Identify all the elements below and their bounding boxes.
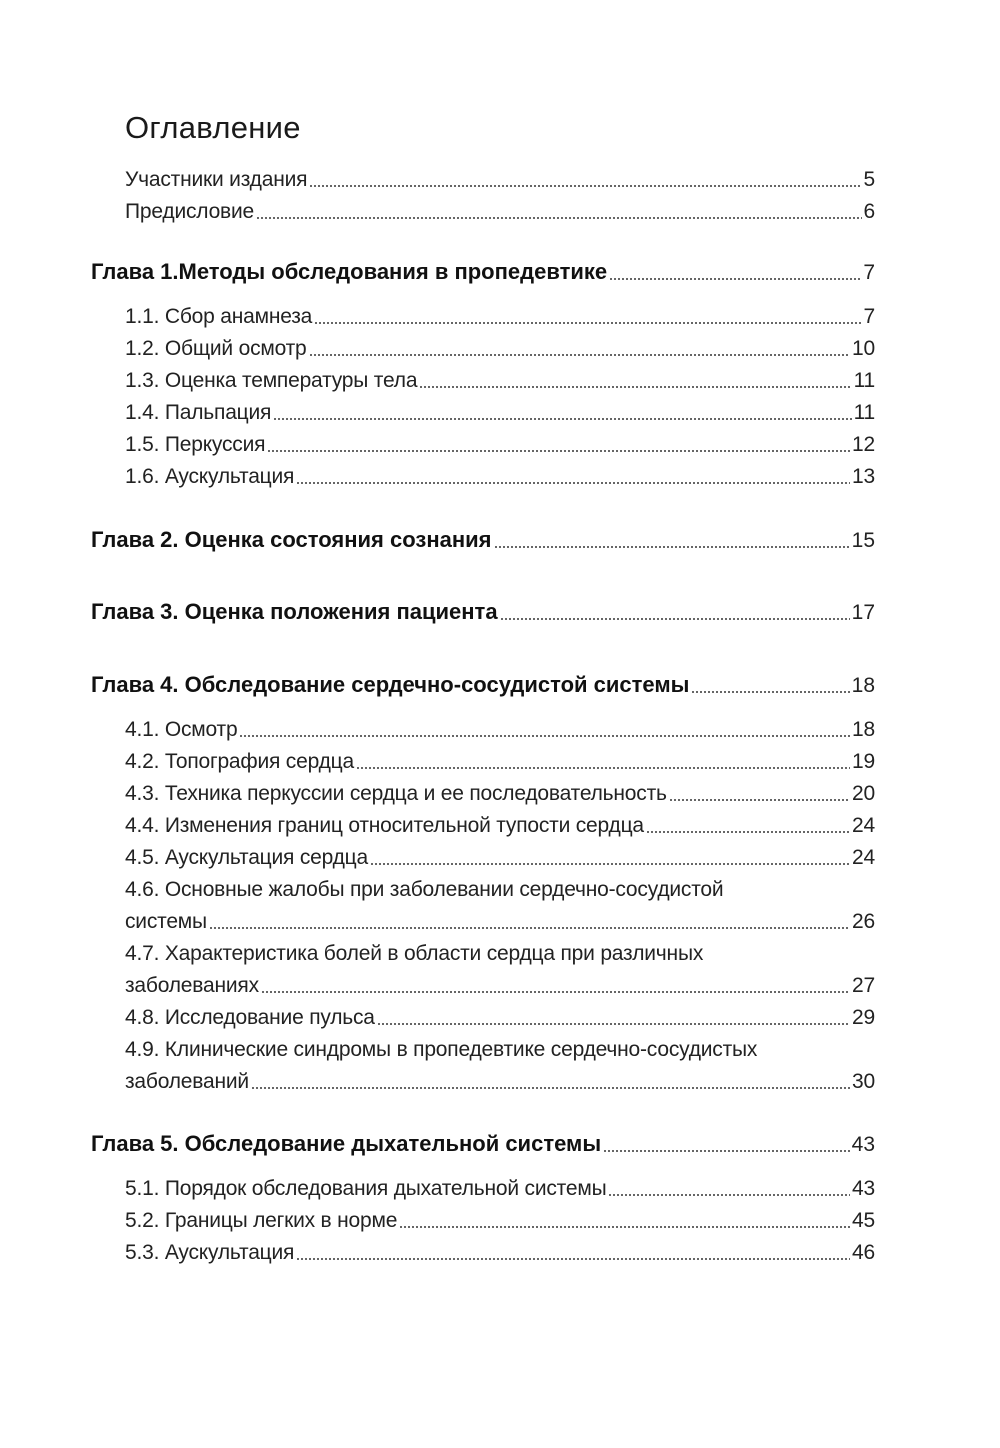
toc-chapter-label: Глава 3. Оценка положения пациента	[91, 599, 498, 624]
dot-leader	[608, 1194, 850, 1196]
toc-chapter-page: 15	[851, 529, 875, 552]
toc-entry-page: 18	[852, 718, 875, 741]
toc-entry-page: 11	[853, 369, 875, 392]
toc-entry-label: 1.4. Пальпация	[125, 401, 272, 424]
dot-leader	[314, 322, 861, 324]
toc-chapter-5[interactable]	[91, 1131, 875, 1157]
toc-entry-label: 5.3. Аускультация	[125, 1241, 295, 1264]
dot-leader	[500, 618, 850, 620]
dot-leader	[239, 735, 850, 737]
toc-entry-page: 11	[853, 401, 875, 424]
toc-entry-label: 1.3. Оценка температуры тела	[125, 369, 418, 392]
toc-chapter-3[interactable]	[91, 599, 875, 625]
toc-entry-label: 4.8. Исследование пульса	[125, 1006, 375, 1029]
toc-chapter-1[interactable]	[91, 259, 875, 285]
dot-leader	[209, 927, 850, 929]
dot-leader	[309, 354, 851, 356]
toc-entry-label: 4.1. Осмотр	[125, 718, 238, 741]
dot-leader	[273, 418, 851, 420]
dot-leader	[609, 278, 861, 280]
toc-entry-1-1[interactable]	[125, 305, 875, 329]
dot-leader	[261, 991, 850, 993]
toc-chapter-label: Глава 5. Обследование дыхательной системы	[91, 1131, 602, 1156]
toc-entry-page: 29	[852, 1006, 875, 1029]
toc-entry-page: 26	[852, 910, 875, 933]
toc-entry-4-6[interactable]	[125, 910, 875, 934]
toc-chapter-page: 7	[863, 261, 875, 284]
toc-entry-5-2[interactable]	[125, 1209, 875, 1233]
toc-chapter-page: 18	[851, 674, 875, 697]
toc-chapter-label: Глава 1.Методы обследования в пропедевтике	[91, 259, 608, 284]
toc-entry-4-9[interactable]	[125, 1070, 875, 1094]
toc-entry-label: 1.2. Общий осмотр	[125, 337, 307, 360]
toc-entry-page: 46	[852, 1241, 875, 1264]
toc-entry-page: 7	[863, 305, 875, 328]
toc-entry-4-6-line1[interactable]: 4.6. Основные жалобы при заболевании сердечно-сосудистой	[125, 878, 724, 901]
dot-leader	[419, 386, 851, 388]
toc-entry-label: заболеваниях	[125, 974, 259, 997]
dot-leader	[691, 691, 849, 693]
toc-entry-4-2[interactable]	[125, 750, 875, 774]
toc-entry-page: 5	[863, 168, 875, 191]
toc-entry-page: 20	[852, 782, 875, 805]
toc-entry-page: 19	[852, 750, 875, 773]
toc-entry-label: 5.1. Порядок обследования дыхательной системы	[125, 1177, 607, 1200]
toc-entry-label: 4.5. Аускультация сердца	[125, 846, 368, 869]
toc-entry-page: 10	[852, 337, 875, 360]
toc-chapter-4[interactable]	[91, 672, 875, 698]
toc-entry-5-3[interactable]	[125, 1241, 875, 1265]
toc-chapter-2[interactable]	[91, 527, 875, 553]
toc-entry-page: 27	[852, 974, 875, 997]
toc-entry-label: Предисловие	[125, 200, 255, 223]
toc-entry-contributors[interactable]	[125, 168, 875, 192]
dot-leader	[356, 767, 850, 769]
toc-entry-preface[interactable]	[125, 200, 875, 224]
toc-entry-4-1[interactable]	[125, 718, 875, 742]
toc-chapter-label: Глава 4. Обследование сердечно-сосудистой системы	[91, 672, 690, 697]
dot-leader	[646, 831, 850, 833]
toc-entry-5-1[interactable]	[125, 1177, 875, 1201]
toc-entry-4-7-line1[interactable]: 4.7. Характеристика болей в области сердца при различных	[125, 942, 704, 965]
dot-leader	[399, 1226, 850, 1228]
toc-entry-4-8[interactable]	[125, 1006, 875, 1030]
toc-entry-4-5[interactable]	[125, 846, 875, 870]
toc-entry-1-4[interactable]	[125, 401, 875, 425]
toc-entry-page: 12	[852, 433, 875, 456]
toc-entry-label: 1.6. Аускультация	[125, 465, 295, 488]
toc-entry-4-3[interactable]	[125, 782, 875, 806]
toc-entry-page: 6	[863, 200, 875, 223]
toc-entry-label: 5.2. Границы легких в норме	[125, 1209, 398, 1232]
toc-chapter-label: Глава 2. Оценка состояния сознания	[91, 527, 492, 552]
toc-entry-4-4[interactable]	[125, 814, 875, 838]
toc-chapter-page: 17	[851, 601, 875, 624]
toc-entry-label: системы	[125, 910, 207, 933]
toc-entry-4-7[interactable]	[125, 974, 875, 998]
toc-entry-label: 4.2. Топография сердца	[125, 750, 354, 773]
toc-entry-1-3[interactable]	[125, 369, 875, 393]
toc-entry-1-2[interactable]	[125, 337, 875, 361]
dot-leader	[377, 1023, 850, 1025]
toc-chapter-page: 43	[851, 1133, 875, 1156]
toc-entry-page: 24	[852, 846, 875, 869]
dot-leader	[251, 1087, 850, 1089]
toc-entry-page: 24	[852, 814, 875, 837]
page-title: Оглавление	[125, 110, 301, 145]
toc-entry-label: Участники издания	[125, 168, 308, 191]
dot-leader	[494, 546, 850, 548]
dot-leader	[669, 799, 850, 801]
toc-entry-label: 4.3. Техника перкуссии сердца и ее последовательность	[125, 782, 667, 805]
toc-entry-4-9-line1[interactable]: 4.9. Клинические синдромы в пропедевтике сердечно-сосудистых	[125, 1038, 758, 1061]
toc-entry-page: 13	[852, 465, 875, 488]
toc-entry-label: 4.4. Изменения границ относительной тупости сердца	[125, 814, 644, 837]
dot-leader	[309, 185, 861, 187]
dot-leader	[296, 1258, 850, 1260]
toc-entry-label: 1.1. Сбор анамнеза	[125, 305, 313, 328]
toc-entry-label: заболеваний	[125, 1070, 249, 1093]
toc-entry-page: 30	[852, 1070, 875, 1093]
toc-entry-page: 45	[852, 1209, 875, 1232]
dot-leader	[296, 482, 850, 484]
toc-entry-page: 43	[852, 1177, 875, 1200]
toc-entry-1-5[interactable]	[125, 433, 875, 457]
dot-leader	[370, 863, 850, 865]
dot-leader	[256, 217, 862, 219]
dot-leader	[267, 450, 850, 452]
toc-entry-1-6[interactable]	[125, 465, 875, 489]
toc-entry-label: 1.5. Перкуссия	[125, 433, 266, 456]
dot-leader	[603, 1150, 850, 1152]
